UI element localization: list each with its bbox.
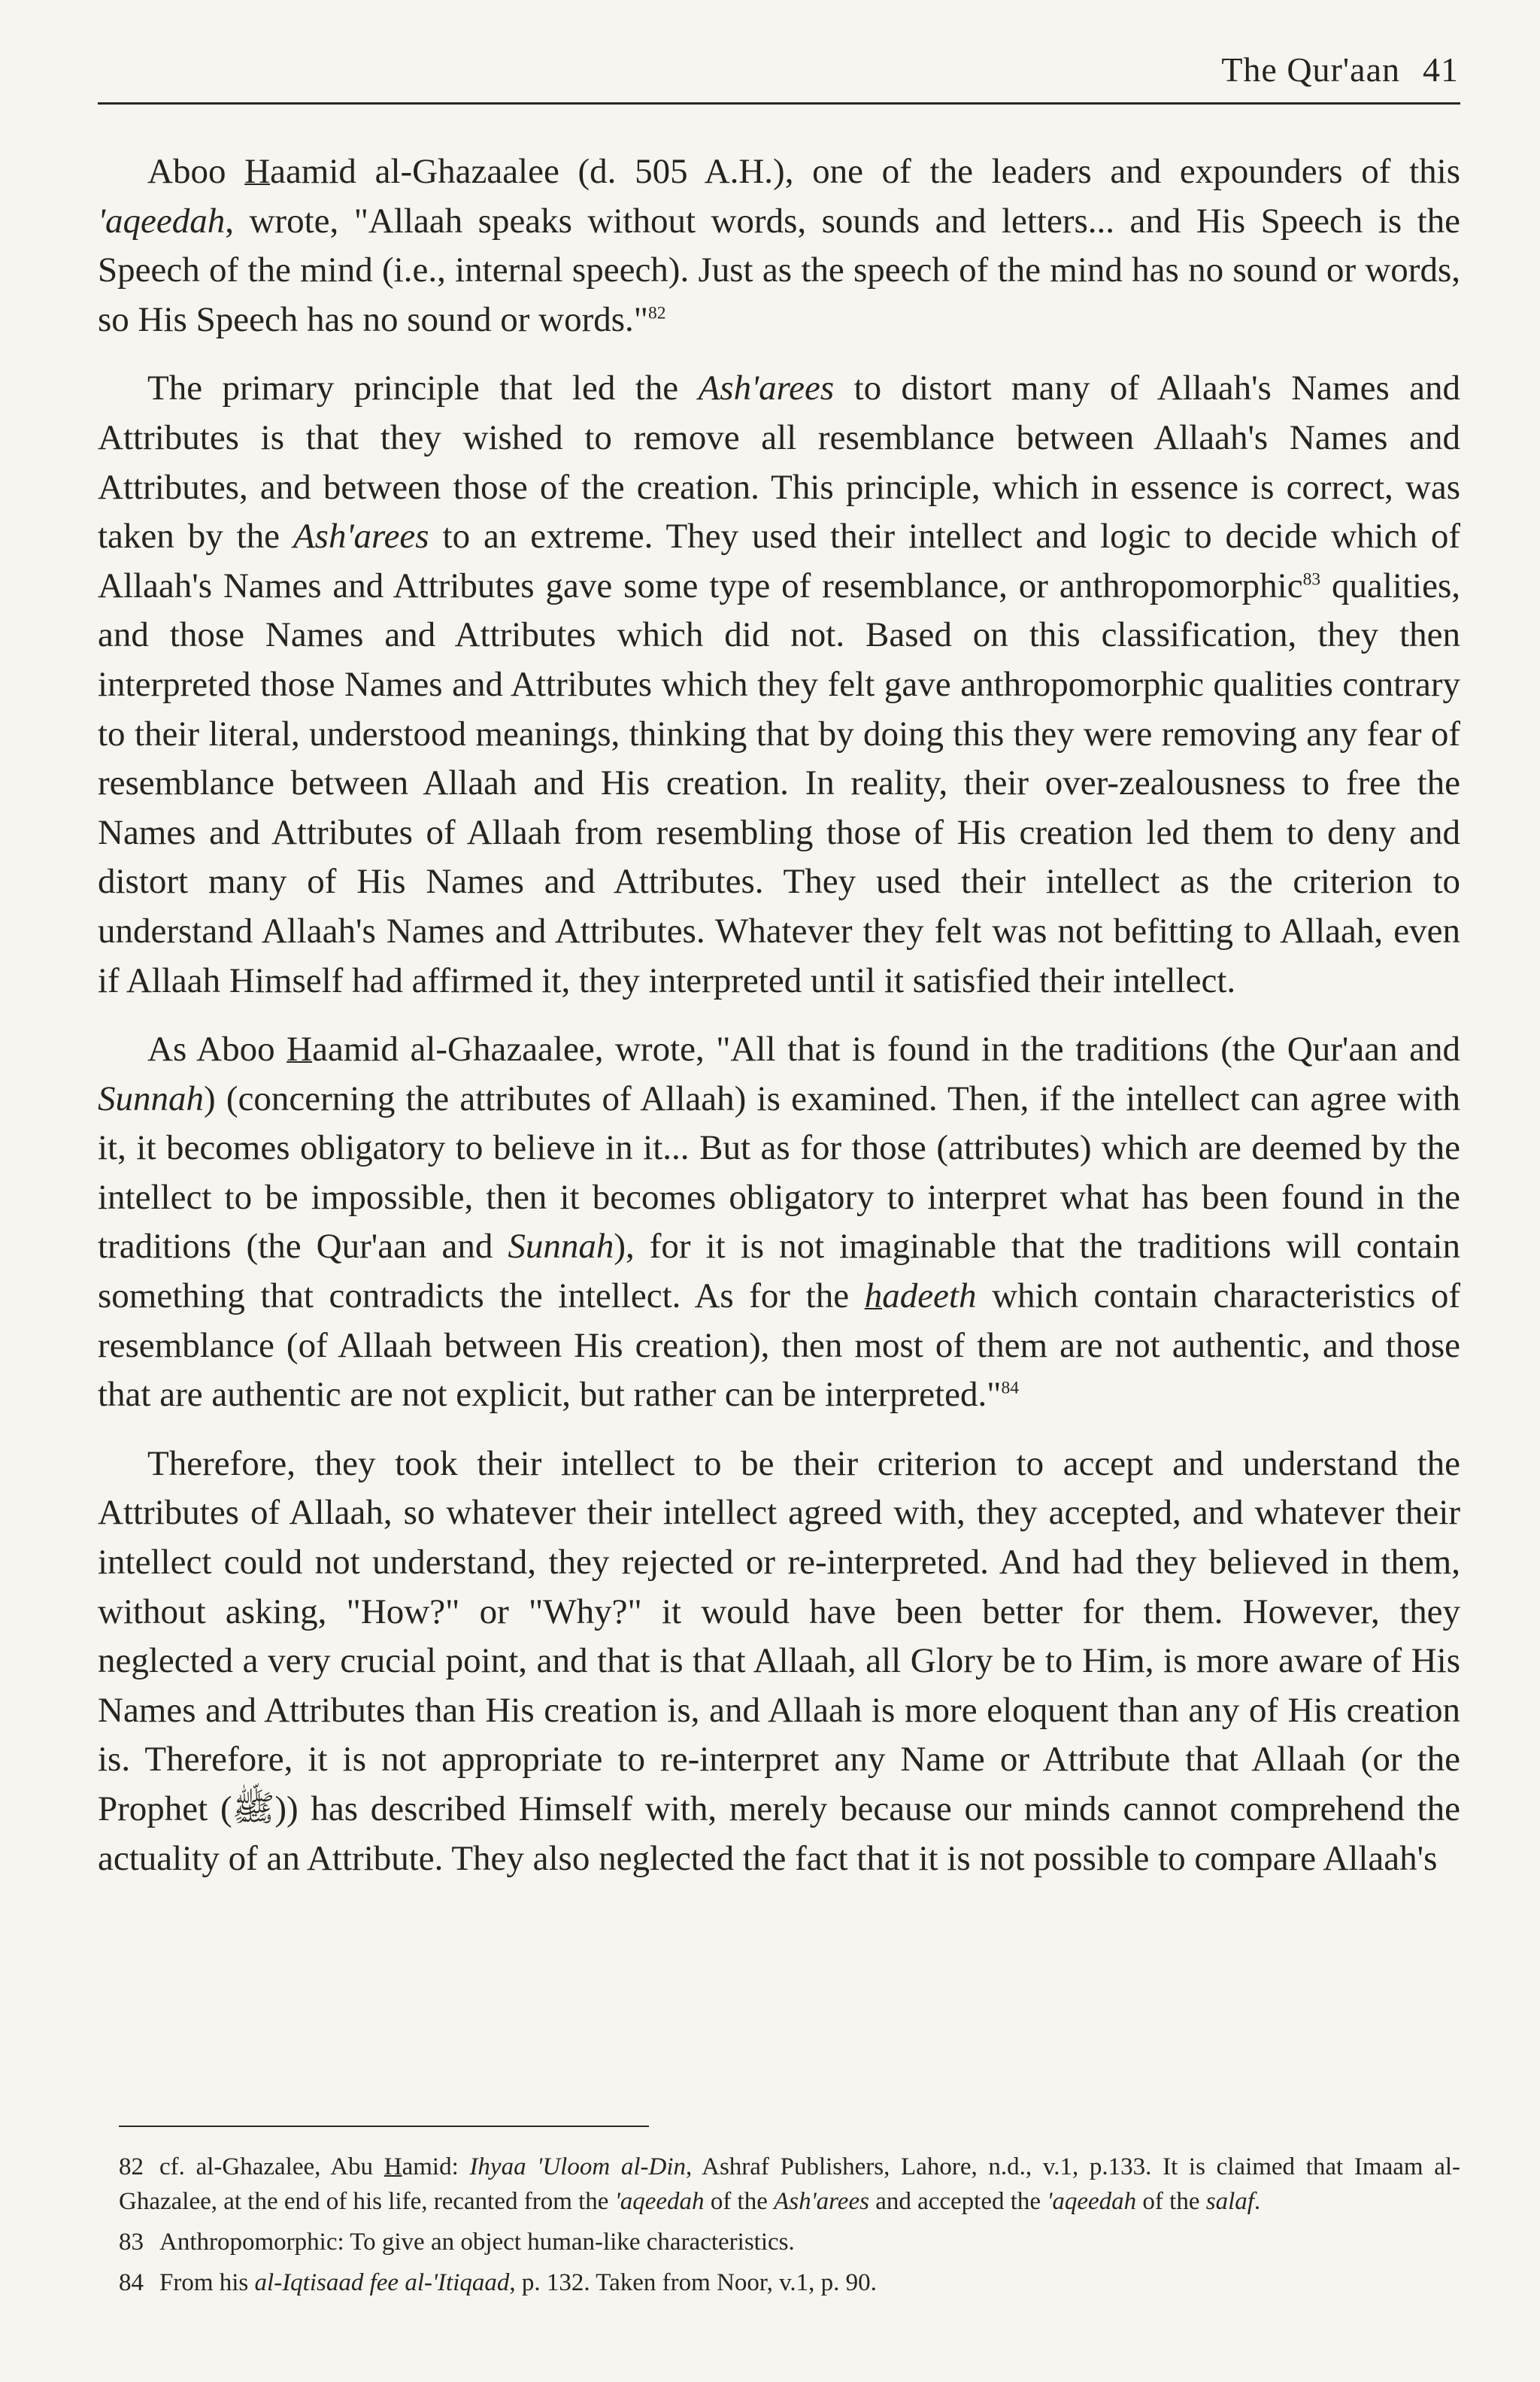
paragraph: Therefore, they took their intellect to be their criterion to accept and understand the Attributes of Allaah, so whatever their intellect agreed with, they accepted, and whatever their intellect could not understand, they rejected or re-interpreted. And had they believed in them, without asking, "How?" or "Why?" it would have been better for them. However, they neglected a very crucial point, and that is that Allaah, all Glory be to Him, is more aware of His Names and Attributes than His creation is, and Allaah is more eloquent than any of His creation is. Therefore, it is not appropriate to re-interpret any Name or Attribute that Allaah (or the Prophet (ﷺ)) has described Himself with, merely because our minds cannot comprehend the actuality of an Attribute. They also neglected the fact that it is not possible to compare Allaah's	[98, 1443, 1460, 1878]
footnote-number: 84	[119, 2269, 144, 2296]
body-text	[98, 147, 1460, 1883]
footnote-text: cf. al-Ghazalee, Abu Hamid: Ihyaa 'Uloom al-Din, Ashraf Publishers, Lahore, n.d., v.1, p.133. It is claimed that Imaam al-Ghazalee, at the end of his life, recanted from the 'aqeedah of the Ash'arees and accepted the 'aqeedah of the salaf.	[119, 2153, 1461, 2215]
paragraph: The primary principle that led the Ash'arees to distort many of Allaah's Names and Attributes is that they wished to remove all resemblance between Allaah's Names and Attributes, and between those of the creation. This principle, which in essence is correct, was taken by the Ash'arees to an extreme. They used their intellect and logic to decide which of Allaah's Names and Attributes gave some type of resemblance, or anthropomorphic$^{83}$ qualities, and those Names and Attributes which did not. Based on this classification, they then interpreted those Names and Attributes which they felt gave anthropomorphic qualities contrary to their literal, understood meanings, thinking that by doing this they were removing any fear of resemblance between Allaah and His creation. In reality, their over-zealousness to free the Names and Attributes of Allaah from resembling those of His creation led them to deny and distort many of His Names and Attributes. They used their intellect as the criterion to understand Allaah's Names and Attributes. Whatever they felt was not befitting to Allaah, even if Allaah Himself had affirmed it, they interpreted until it satisfied their intellect.	[98, 369, 1461, 1000]
paragraph: As Aboo Haamid al-Ghazaalee, wrote, "All that is found in the traditions (the Qur'aan and Sunnah) (concerning the attributes of Allaah) is examined. Then, if the intellect can agree with it, it becomes obligatory to believe in it... But as for those (attributes) which are deemed by the intellect to be impossible, then it becomes obligatory to interpret what has been found in the traditions (the Qur'aan and Sunnah), for it is not imaginable that the traditions will contain something that contradicts the intellect. As for the hadeeth which contain characteristics of resemblance (of Allaah between His creation), then most of them are not authentic, and those that are authentic are not explicit, but rather can be interpreted."$^{84}$	[98, 1030, 1460, 1415]
footnote-text: Anthropomorphic: To give an object human-like characteristics.	[159, 2229, 795, 2256]
footnote-marker: 84	[1001, 1378, 1019, 1398]
footnote-marker: 83	[1302, 569, 1321, 590]
footnote-number: 83	[119, 2229, 144, 2256]
footnote	[119, 2265, 1460, 2300]
footnote-text: From his al-Iqtisaad fee al-'Itiqaad, p. 132. Taken from Noor, v.1, p. 90.	[159, 2269, 877, 2296]
header-rule	[98, 102, 1460, 105]
footnote	[119, 2150, 1460, 2219]
running-title: The Qur'aan	[1221, 50, 1400, 89]
footnote-marker: 82	[647, 303, 666, 323]
footnote-number: 82	[119, 2153, 144, 2180]
page-number: 41	[1423, 50, 1459, 89]
running-head	[1221, 50, 1459, 90]
footnote	[119, 2225, 1460, 2259]
footnote-rule	[119, 2126, 649, 2127]
footnotes	[119, 2150, 1460, 2306]
paragraph: Aboo Haamid al-Ghazaalee (d. 505 A.H.), one of the leaders and expounders of this 'aqeedah, wrote, "Allaah speaks without words, sounds and letters... and His Speech is the Speech of the mind (i.e., internal speech). Just as the speech of the mind has no sound or words, so His Speech has no sound or words."$^{82}$	[98, 152, 1460, 339]
